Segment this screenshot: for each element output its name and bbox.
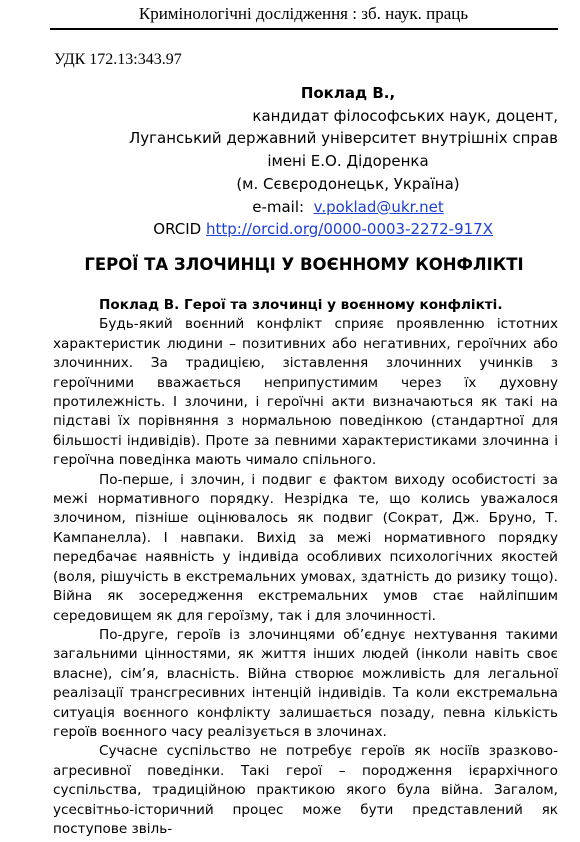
orcid-label: ORCID xyxy=(153,220,202,239)
article-title: ГЕРОЇ ТА ЗЛОЧИНЦІ У ВОЄННОМУ КОНФЛІКТІ xyxy=(84,255,524,274)
paragraph: По-друге, героїв із злочинцями об’єднує нехтування такими загальними цінностями, як життя інших людей (інколи навіть своє власне), сім’я, власність. Війна створює можливість для легальної реалізації трансгресивних інтенцій індивідів. Та коли екстремальна ситуація воєнного конфлікту залишається позаду, певна кількість героїв воєнного часу реалізується в злочинах. xyxy=(53,626,558,740)
author-name: Поклад В., xyxy=(300,84,396,102)
orcid-link[interactable]: http://orcid.org/0000-0003-2272-917X xyxy=(206,220,493,239)
email-link[interactable]: v.poklad@ukr.net xyxy=(313,197,444,216)
article-body xyxy=(53,296,558,839)
header-rule xyxy=(50,28,558,30)
running-header: Кримінологічні дослідження : зб. наук. праць xyxy=(138,4,469,23)
author-affiliation-name: імені Е.О. Дідоренка xyxy=(267,152,429,171)
paragraph: Будь-який воєнний конфлікт сприяє проявленню істотних характеристик людини – позитивних або негативних, героїчних або злочинних. За традицією, зіставлення злочинних учинків з героїчними вважається неприпустимим через їх духовну протилежність. І злочини, і героїчні акти визначаються як такі на підставі їх порівняння з нормальною поведінкою (стандартної для більшості індивідів). Проте за певними характеристиками злочинна і героїчна поведінка мають чимало спільного. xyxy=(53,316,558,469)
author-affiliation: Луганський державний університет внутрішніх справ xyxy=(128,129,558,148)
paragraph: По-перше, і злочин, і подвиг є фактом виходу особистості за межі нормативного порядку. Незрідка те, що колись уважалося злочином, пізніше оцінювалось як подвиг (Сократ, Дж. Бруно, Т. Кампанелла). І навпаки. Вихід за межі нормативного порядку передбачає наявність у індивіда особливих психологічних якостей (воля, рішучість в екстремальних умовах, здатність до ризику тощо). Війна як зосередження екстремальних умов стає найліпшим середовищем як для героїзму, так і для злочинності. xyxy=(53,471,558,624)
author-block xyxy=(50,82,558,241)
email-label: e-mail: xyxy=(252,197,305,216)
paragraph: Сучасне суспільство не потребує героїв як носіїв зразково-агресивної поведінки. Такі герої – породження ієрархічного суспільства, традиційною практикою якого була війна. Загалом, усесвітньо-історичний процес може бути представлений як поступове звіль- xyxy=(53,743,558,837)
author-location: (м. Сєвєродонецьк, Україна) xyxy=(236,174,460,193)
udc-code: УДК 172.13:343.97 xyxy=(54,51,182,68)
citation-line: Поклад В. Герої та злочинці у воєнному конфлікті. xyxy=(99,297,503,313)
author-degree: кандидат філософських наук, доцент, xyxy=(252,106,558,125)
